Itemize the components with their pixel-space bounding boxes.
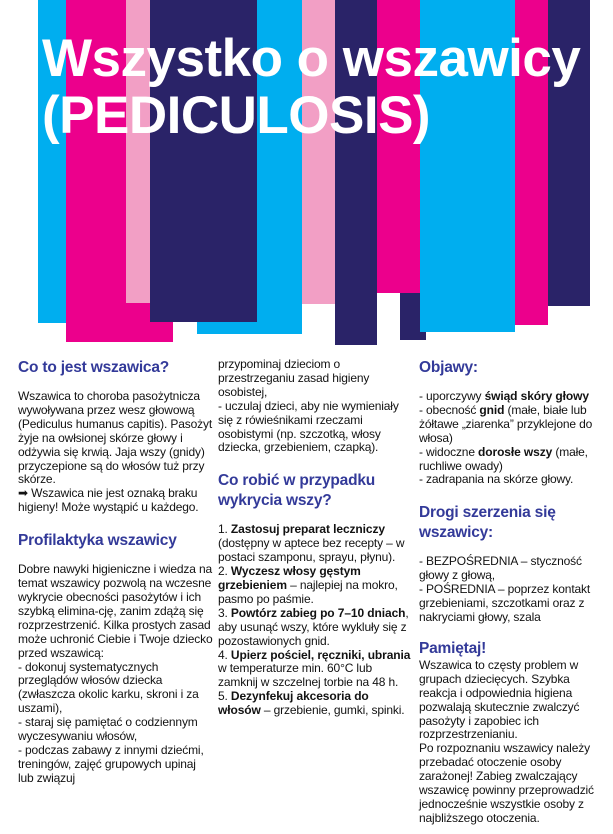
section-heading: Co robić w przypadku wykrycia wszy?	[218, 472, 376, 510]
paragraph: 3. Powtórz zabieg po 7–10 dniach, aby usunąć wszy, które wykluły się z pozostawionych gnid.	[218, 605, 409, 648]
paragraph: - POŚREDNIA – poprzez kontakt grzebieniami, szczotkami oraz z nakryciami głowy, szala	[419, 582, 591, 624]
paragraph: - uporczywy świąd skóry głowy	[419, 389, 589, 403]
paragraph: Po rozpoznaniu wszawicy należy przebadać otoczenie osoby zarażonej! Zabieg zwalczający wszawicę powinny przeprowadzić jednocześnie wszystkie osoby z najbliższego otoczenia.	[419, 741, 594, 825]
paragraph: - dokonuj systematycznych przeglądów włosów dziecka (zwłaszcza okolic karku, skroni i za uszami),	[18, 659, 199, 716]
paragraph: 1. Zastosuj preparat leczniczy (dostępny w aptece bez recepty – w postaci szamponu, sprayu, płynu).	[218, 522, 405, 565]
paragraph: 4. Upierz pościel, ręczniki, ubrania w temperaturze min. 60°C lub zamknij w szczelnej torbie na 48 h.	[218, 647, 411, 690]
section-profilaktyka-wszawicy	[18, 531, 214, 786]
paragraph: - uczulaj dzieci, aby nie wymieniały się z rówieśnikami rzeczami osobistymi (np. szczotką, włosy dziecka, grzebieniem, czapką).	[218, 398, 399, 455]
paragraph: 5. Dezynfekuj akcesoria do włosów – grzebienie, gumki, spinki.	[218, 689, 405, 718]
column-left	[18, 358, 214, 786]
section-heading: Co to jest wszawica?	[18, 359, 170, 376]
paragraph: Wszawica to częsty problem w grupach dziecięcych. Szybka reakcja i odpowiednia higiena pozwalają skutecznie zwalczyć pasożyty i zapobiec ich rozprzestrzenianiu.	[419, 657, 580, 742]
paragraph: ➡ Wszawica nie jest oznaką braku higieny! Może wystąpić u każdego.	[18, 486, 199, 515]
section-heading: Pamiętaj!	[419, 639, 487, 657]
section-profilaktyka-ciag-dalszy	[218, 358, 414, 455]
title-line-1: Wszystko o wszawicy	[42, 29, 581, 88]
column-middle	[218, 358, 414, 718]
section-objawy	[419, 358, 605, 487]
column-right	[419, 358, 605, 826]
paragraph: - staraj się pamiętać o codziennym wyczesywaniu włosów,	[18, 715, 198, 744]
section-drogi-szerzenia-sie-wszawicy	[419, 503, 605, 625]
section-heading: Drogi szerzenia się wszawicy:	[419, 504, 556, 542]
paragraph: - podczas zabawy z innymi dziećmi, treningów, zajęć grupowych upinaj lub związuj	[18, 742, 204, 785]
paragraph: Wszawica to choroba pasożytnicza wywoływana przez wesz głowową (Pediculus humanus capitis). Pasożyt żyje na owłsionej skórze głowy i odżywia się krwią. Jaja wszy (gnidy) przyczepione są do włosów tuż przy skórze.	[18, 389, 213, 487]
section-pamietaj	[419, 641, 605, 826]
title-line-2: (PEDICULOSIS)	[42, 86, 431, 145]
paragraph: 2. Wyczesz włosy gęstym grzebieniem – najlepiej na mokro, pasmo po paśmie.	[218, 564, 398, 606]
page-title	[42, 30, 580, 144]
paragraph: - obecność gnid (małe, białe lub żółtawe „ziarenka” przyklejone do włosa)	[419, 402, 593, 445]
paragraph: przypominaj dzieciom o przestrzeganiu zasad higieny osobistej,	[218, 357, 370, 399]
paragraph: - BEZPOŚREDNIA – styczność głowy z głową,	[419, 554, 582, 583]
section-co-to-jest-wszawica	[18, 358, 214, 515]
paragraph: - widoczne dorosłe wszy (małe, ruchliwe owady)	[419, 444, 588, 473]
section-co-robic-w-przypadku-wykrycia-wszy	[218, 471, 414, 718]
section-heading: Profilaktyka wszawicy	[18, 532, 177, 550]
paragraph: Dobre nawyki higieniczne i wiedza na temat wszawicy pozwolą na wczesne wykrycie obecności pasożytów i ich szybką elimina-cję, zanim zdążą się rozprzestrzenić. Kilka prostych zasad może uchronić Ciebie i Twoje dziecko przed wszawicą:	[18, 562, 213, 660]
section-heading: Objawy:	[419, 359, 478, 376]
paragraph: - zadrapania na skórze głowy.	[419, 472, 574, 487]
